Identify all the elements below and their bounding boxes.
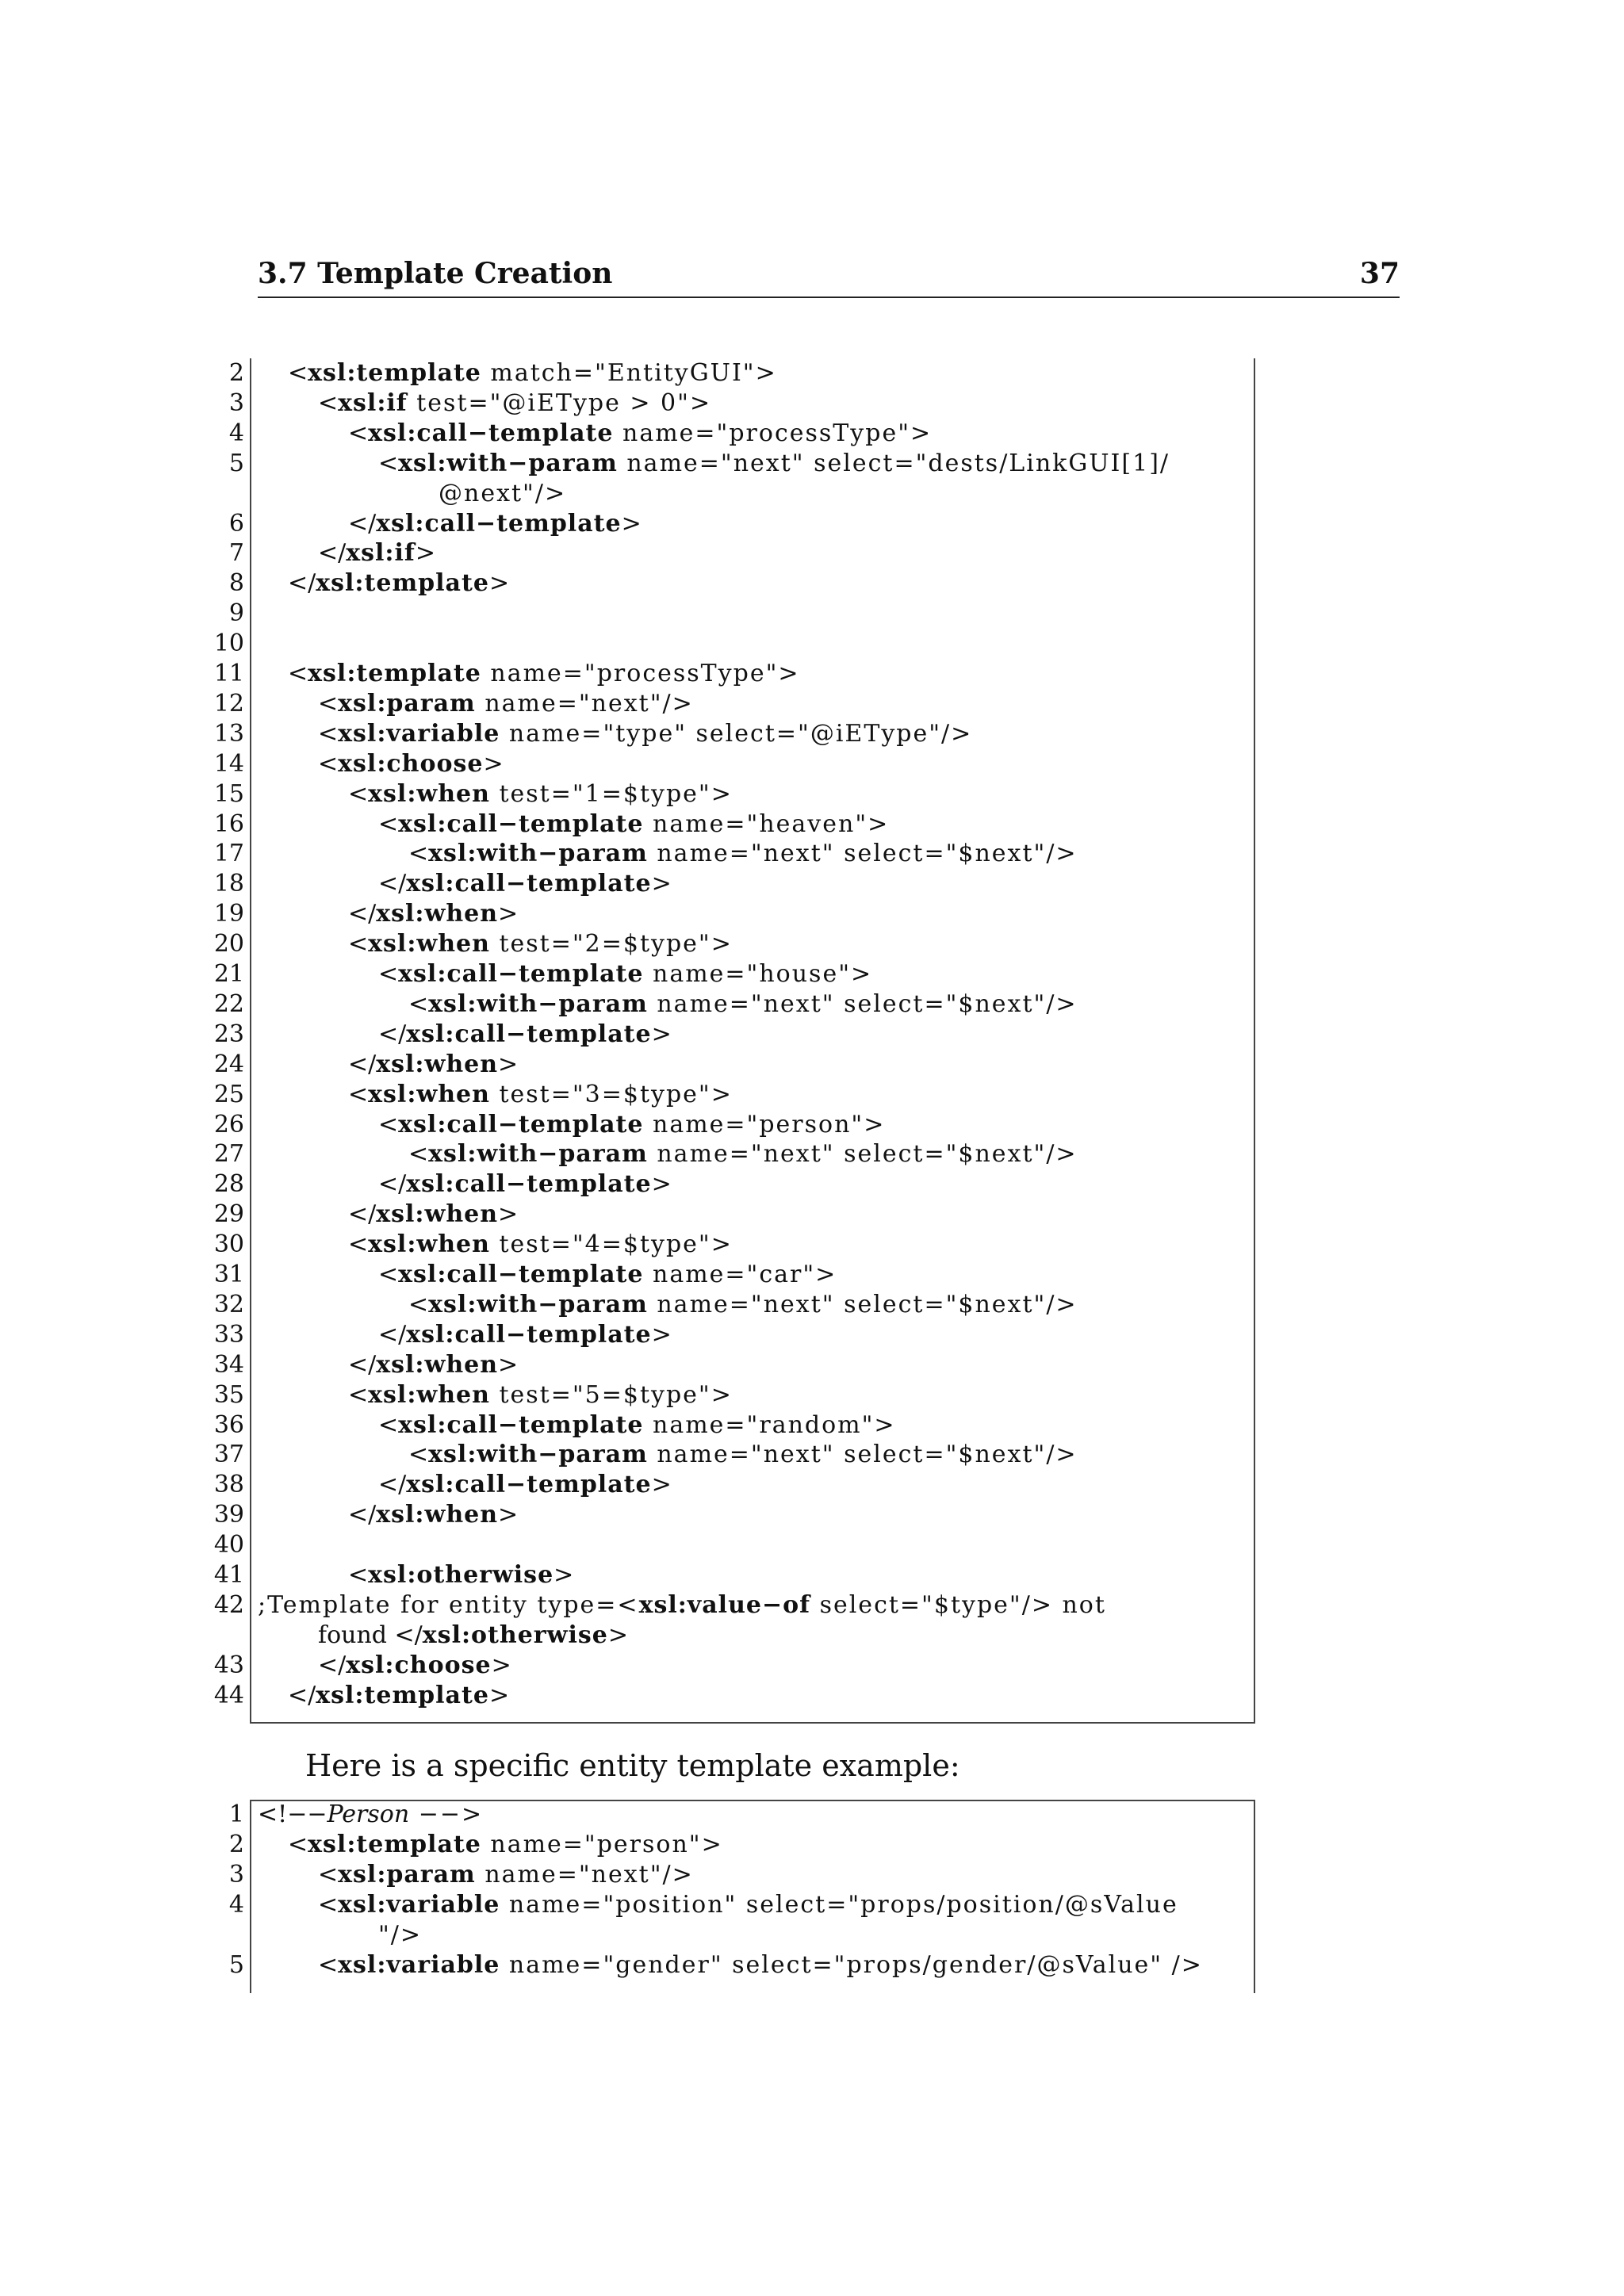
code-text [348, 1560, 573, 1590]
code-fragment: < [288, 660, 308, 687]
code-fragment: > [498, 1501, 519, 1529]
code-line [0, 419, 1624, 449]
code-text [378, 809, 889, 840]
code-fragment: name="person"> [643, 1110, 886, 1138]
xsl-keyword: xsl:when [368, 1230, 490, 1259]
code-text [378, 449, 1170, 479]
xsl-keyword: xsl:variable [338, 1950, 500, 1979]
code-fragment: </ [348, 1350, 377, 1379]
line-number: 41 [213, 1561, 244, 1589]
line-number: 40 [213, 1531, 244, 1559]
code-text [408, 839, 1078, 869]
code-line [0, 839, 1624, 869]
code-text [318, 388, 711, 419]
xsl-keyword: xsl:when [368, 779, 490, 808]
code-text [348, 1080, 733, 1110]
line-number: 19 [213, 900, 244, 928]
code-fragment: </ [318, 539, 347, 568]
code-fragment: name="processType"> [613, 419, 933, 447]
xsl-keyword: xsl:with−param [428, 1140, 648, 1169]
line-number: 32 [213, 1290, 244, 1318]
line-number: 23 [213, 1020, 244, 1048]
line-number: 5 [228, 449, 244, 477]
code-line [0, 1470, 1624, 1500]
line-number: 4 [228, 419, 244, 447]
xsl-keyword: xsl:template [308, 660, 481, 687]
xsl-keyword: xsl:with−param [428, 840, 648, 868]
line-number: 3 [228, 1860, 244, 1888]
code-fragment: test="3=$type"> [489, 1080, 733, 1108]
line-number: 22 [213, 989, 244, 1018]
code-fragment: > [483, 749, 504, 778]
code-line [0, 1380, 1624, 1410]
line-number: 13 [213, 719, 244, 748]
code-text [348, 899, 518, 929]
line-number: 36 [213, 1410, 244, 1439]
line-number: 12 [213, 689, 244, 718]
code-line [0, 388, 1624, 419]
code-line [0, 1621, 1624, 1651]
xsl-keyword: xsl:with−param [428, 1441, 648, 1469]
line-number: 28 [213, 1170, 244, 1199]
code-line [0, 568, 1624, 599]
code-fragment: </ [378, 1320, 407, 1349]
code-fragment: test="1=$type"> [489, 779, 733, 808]
xsl-keyword: xsl:if [338, 388, 408, 417]
line-number: 37 [213, 1441, 244, 1469]
code-fragment: name="random"> [643, 1410, 896, 1439]
code-line [0, 869, 1624, 899]
line-number: 17 [213, 840, 244, 868]
code-line [0, 1050, 1624, 1080]
line-number: 9 [228, 599, 244, 628]
code-line [0, 538, 1624, 568]
xsl-keyword: xsl:otherwise [422, 1621, 608, 1649]
line-number: 15 [213, 779, 244, 808]
code-fragment: > [607, 1621, 628, 1649]
line-number: 7 [228, 539, 244, 568]
code-text [378, 1260, 837, 1290]
line-number: 38 [213, 1471, 244, 1499]
code-fragment: > [553, 1561, 574, 1589]
code-fragment: < [408, 1290, 429, 1318]
line-number: 33 [213, 1320, 244, 1349]
xsl-keyword: xsl:when [376, 900, 499, 928]
line-number: 44 [213, 1681, 244, 1709]
code-fragment: < [408, 1140, 429, 1169]
xsl-keyword: xsl:call−template [398, 809, 644, 838]
code-line [0, 1920, 1624, 1950]
code-fragment: name="next" select="dests/LinkGUI[1]/ [617, 449, 1170, 477]
line-number: 30 [213, 1230, 244, 1259]
code-fragment: test="4=$type"> [489, 1230, 733, 1259]
code-fragment: name="type" select="@iEType"/> [500, 719, 973, 748]
code-fragment: name="processType"> [481, 660, 800, 687]
line-number: 43 [213, 1651, 244, 1679]
line-number: 2 [228, 1830, 244, 1858]
code-text [378, 1110, 885, 1140]
code-text [348, 1380, 733, 1410]
line-number: 34 [213, 1350, 244, 1379]
line-number: 20 [213, 930, 244, 959]
code-line [0, 1681, 1624, 1711]
code-line [0, 509, 1624, 539]
line-number: 2 [228, 359, 244, 387]
line-number: 8 [228, 569, 244, 598]
code-text [439, 479, 566, 509]
code-fragment: < [288, 1830, 308, 1858]
line-number: 14 [213, 749, 244, 778]
code-fragment: > [651, 1471, 672, 1499]
code-fragment: < [318, 1860, 339, 1888]
code-fragment: < [378, 960, 399, 988]
code-fragment: < [348, 1561, 369, 1589]
code-fragment: </ [348, 900, 377, 928]
code-text [258, 1800, 483, 1830]
xsl-keyword: xsl:when [376, 1050, 499, 1078]
running-header [258, 252, 1400, 298]
xsl-keyword: xsl:template [308, 359, 481, 387]
comment-text: Person [327, 1800, 410, 1828]
code-text [378, 869, 672, 899]
code-text [288, 1830, 723, 1860]
code-text [348, 1500, 518, 1530]
xsl-keyword: xsl:variable [338, 719, 500, 748]
code-text [378, 959, 872, 989]
code-fragment: > [651, 1320, 672, 1349]
code-fragment: > [498, 900, 519, 928]
code-fragment: </ [288, 1681, 316, 1709]
code-text [288, 358, 777, 388]
code-line [0, 1890, 1624, 1920]
code-fragment: > [651, 870, 672, 898]
code-fragment: </ [318, 1651, 347, 1679]
code-text [288, 1681, 509, 1711]
xsl-keyword: xsl:choose [338, 749, 484, 778]
code-fragment: > [415, 539, 435, 568]
xsl-keyword: xsl:when [368, 930, 490, 959]
code-fragment: > [491, 1651, 511, 1679]
code-fragment: > [651, 1170, 672, 1199]
code-line [0, 1230, 1624, 1260]
code-fragment: < [318, 719, 339, 748]
code-fragment: < [378, 449, 399, 477]
xsl-keyword: xsl:call−template [406, 1020, 652, 1048]
xsl-keyword: xsl:call−template [406, 1170, 652, 1199]
xsl-keyword: xsl:call−template [398, 1410, 644, 1439]
code-fragment: < [408, 989, 429, 1018]
code-line [0, 479, 1624, 509]
code-fragment: name="heaven"> [643, 809, 890, 838]
code-line [0, 1651, 1624, 1681]
code-text [318, 538, 435, 568]
code-line [0, 1440, 1624, 1470]
xsl-keyword: xsl:when [376, 1200, 499, 1229]
code-line [0, 779, 1624, 809]
code-fragment: </ [378, 1020, 407, 1048]
code-fragment: < [378, 1110, 399, 1138]
code-fragment: name="next" select="$next"/> [647, 1140, 1078, 1169]
code-line [0, 1410, 1624, 1441]
code-fragment: </ [378, 1471, 407, 1499]
line-number: 6 [228, 509, 244, 538]
code-text [258, 1590, 1106, 1621]
code-line [0, 1590, 1624, 1621]
code-fragment: </ [378, 870, 407, 898]
code-text [378, 1410, 896, 1441]
body-paragraph: Here is a specific entity template example: [305, 1748, 960, 1783]
code-line [0, 719, 1624, 749]
code-fragment: name="next" select="$next"/> [647, 989, 1078, 1018]
xsl-keyword: xsl:call−template [376, 509, 622, 538]
line-number: 24 [213, 1050, 244, 1078]
code-text [348, 1050, 518, 1080]
code-line [0, 1860, 1624, 1890]
code-line [0, 809, 1624, 840]
code-text [288, 568, 509, 599]
code-text [348, 779, 733, 809]
code-fragment: > [488, 1681, 510, 1709]
xsl-keyword: xsl:value−of [638, 1590, 811, 1619]
code-line [0, 1320, 1624, 1350]
code-fragment: < [348, 930, 369, 959]
xsl-keyword: xsl:template [308, 1830, 481, 1858]
code-fragment: < [378, 1261, 399, 1288]
code-line [0, 989, 1624, 1020]
code-fragment: < [318, 1950, 339, 1979]
code-fragment: name="person"> [481, 1830, 723, 1858]
code-text [288, 659, 800, 689]
code-line [0, 929, 1624, 959]
xsl-keyword: xsl:when [376, 1501, 499, 1529]
xsl-keyword: xsl:choose [346, 1651, 492, 1679]
code-text [408, 989, 1078, 1020]
code-text [348, 929, 733, 959]
xsl-keyword: xsl:otherwise [368, 1561, 554, 1589]
xsl-keyword: xsl:with−param [428, 989, 648, 1018]
xsl-keyword: xsl:when [368, 1380, 490, 1409]
code-text [378, 1169, 672, 1200]
code-fragment: < [318, 1890, 339, 1919]
code-fragment: < [378, 1410, 399, 1439]
line-number: 42 [213, 1590, 244, 1619]
line-number: 35 [213, 1380, 244, 1409]
line-number: 26 [213, 1110, 244, 1138]
xsl-keyword: xsl:call−template [368, 419, 614, 447]
line-number: 3 [228, 388, 244, 417]
code-text [408, 1139, 1078, 1169]
code-fragment: < [348, 779, 369, 808]
line-number: 16 [213, 809, 244, 838]
code-text [408, 1440, 1078, 1470]
code-line [0, 599, 1624, 629]
line-number: 29 [213, 1200, 244, 1229]
code-line [0, 899, 1624, 929]
code-text [378, 1320, 672, 1350]
code-line [0, 1800, 1624, 1830]
code-text [348, 1200, 518, 1230]
code-fragment: > [621, 509, 642, 538]
line-number: 5 [228, 1950, 244, 1979]
code-line [0, 1139, 1624, 1169]
code-fragment: </ [288, 569, 316, 598]
code-fragment: test="2=$type"> [489, 930, 733, 959]
code-line [0, 1530, 1624, 1560]
code-fragment: < [348, 1380, 369, 1409]
code-fragment: </ [348, 1200, 377, 1229]
code-fragment: test="5=$type"> [489, 1380, 733, 1409]
xsl-keyword: xsl:param [338, 689, 476, 718]
code-text [408, 1290, 1078, 1320]
code-fragment: > [651, 1020, 672, 1048]
code-fragment: < [288, 359, 308, 387]
code-fragment: < [348, 1080, 369, 1108]
code-line [0, 959, 1624, 989]
code-text [318, 1950, 1203, 1980]
code-fragment: −−> [409, 1800, 484, 1828]
code-line [0, 1290, 1624, 1320]
xsl-keyword: xsl:variable [338, 1890, 500, 1919]
code-fragment: < [318, 749, 339, 778]
code-text [348, 419, 932, 449]
line-number: 4 [228, 1890, 244, 1919]
code-text [318, 749, 504, 779]
code-line [0, 1110, 1624, 1140]
code-fragment: name="gender" select="props/gender/@sValue" /> [500, 1950, 1203, 1979]
code-text [318, 1860, 694, 1890]
code-text [318, 1651, 511, 1681]
code-fragment: name="next"/> [475, 689, 694, 718]
code-text [378, 1920, 422, 1950]
code-text [318, 719, 972, 749]
section-title: 3.7 Template Creation [258, 257, 613, 290]
code-fragment: < [318, 689, 339, 718]
line-number: 1 [228, 1800, 244, 1828]
code-line [0, 1500, 1624, 1530]
line-number: 11 [213, 660, 244, 687]
code-fragment: </ [378, 1170, 407, 1199]
code-fragment: select="$type"/> not [810, 1590, 1106, 1619]
code-text [348, 1230, 733, 1260]
code-fragment: name="next" select="$next"/> [647, 840, 1078, 868]
code-line [0, 449, 1624, 479]
code-line [0, 1830, 1624, 1860]
code-fragment: </ [348, 1501, 377, 1529]
line-number: 21 [213, 960, 244, 988]
code-fragment: </ [348, 509, 377, 538]
code-fragment: "/> [378, 1920, 423, 1949]
code-fragment: <!−− [258, 1800, 327, 1828]
code-fragment: > [498, 1050, 519, 1078]
code-text [348, 1350, 518, 1380]
code-fragment: < [408, 840, 429, 868]
code-fragment: < [348, 419, 369, 447]
line-number: 39 [213, 1501, 244, 1529]
code-text [348, 509, 642, 539]
code-fragment: match="EntityGUI"> [481, 359, 777, 387]
code-line [0, 1080, 1624, 1110]
code-fragment: name="position" select="props/position/@sValue [500, 1890, 1178, 1919]
code-fragment: < [378, 809, 399, 838]
xsl-keyword: xsl:param [338, 1860, 476, 1888]
code-fragment: name="car"> [643, 1261, 837, 1288]
code-text [378, 1020, 672, 1050]
xsl-keyword: xsl:with−param [398, 449, 618, 477]
code-fragment: name="next"/> [475, 1860, 694, 1888]
code-line [0, 1260, 1624, 1290]
line-number: 18 [213, 870, 244, 898]
code-fragment: ;Template for entity type=< [258, 1590, 639, 1619]
code-text [318, 1890, 1178, 1920]
code-fragment: test="@iEType > 0"> [407, 388, 712, 417]
xsl-keyword: xsl:call−template [398, 1261, 644, 1288]
code-fragment: name="house"> [643, 960, 873, 988]
xsl-keyword: xsl:call−template [398, 960, 644, 988]
xsl-keyword: xsl:call−template [406, 870, 652, 898]
code-line [0, 659, 1624, 689]
xsl-keyword: xsl:if [346, 539, 416, 568]
code-fragment: @next"/> [439, 479, 567, 507]
xsl-keyword: xsl:when [368, 1080, 490, 1108]
code-fragment: name="next" select="$next"/> [647, 1441, 1078, 1469]
line-number: 27 [213, 1140, 244, 1169]
code-line [0, 1350, 1624, 1380]
page-number: 37 [1359, 257, 1400, 290]
code-fragment: name="next" select="$next"/> [647, 1290, 1078, 1318]
xsl-keyword: xsl:call−template [406, 1471, 652, 1499]
code-line [0, 1560, 1624, 1590]
xsl-keyword: xsl:template [316, 1681, 489, 1709]
xsl-keyword: xsl:when [376, 1350, 499, 1379]
code-line [0, 629, 1624, 659]
xsl-keyword: xsl:template [316, 569, 489, 598]
code-text [318, 689, 694, 719]
code-fragment: > [488, 569, 510, 598]
code-line [0, 689, 1624, 719]
xsl-keyword: xsl:call−template [398, 1110, 644, 1138]
code-text [318, 1621, 628, 1651]
xsl-keyword: xsl:call−template [406, 1320, 652, 1349]
code-fragment: > [498, 1350, 519, 1379]
code-line [0, 358, 1624, 388]
code-line [0, 1950, 1624, 1980]
line-number: 25 [213, 1080, 244, 1108]
line-number: 10 [213, 629, 244, 658]
code-fragment: < [318, 388, 339, 417]
code-text [378, 1470, 672, 1500]
code-line [0, 1169, 1624, 1200]
code-line [0, 1200, 1624, 1230]
code-fragment: > [498, 1200, 519, 1229]
code-line [0, 1020, 1624, 1050]
line-number: 31 [213, 1261, 244, 1288]
code-fragment: < [348, 1230, 369, 1259]
code-fragment: </ [348, 1050, 377, 1078]
xsl-keyword: xsl:with−param [428, 1290, 648, 1318]
code-fragment: found </ [318, 1621, 423, 1649]
code-line [0, 749, 1624, 779]
code-fragment: < [408, 1441, 429, 1469]
